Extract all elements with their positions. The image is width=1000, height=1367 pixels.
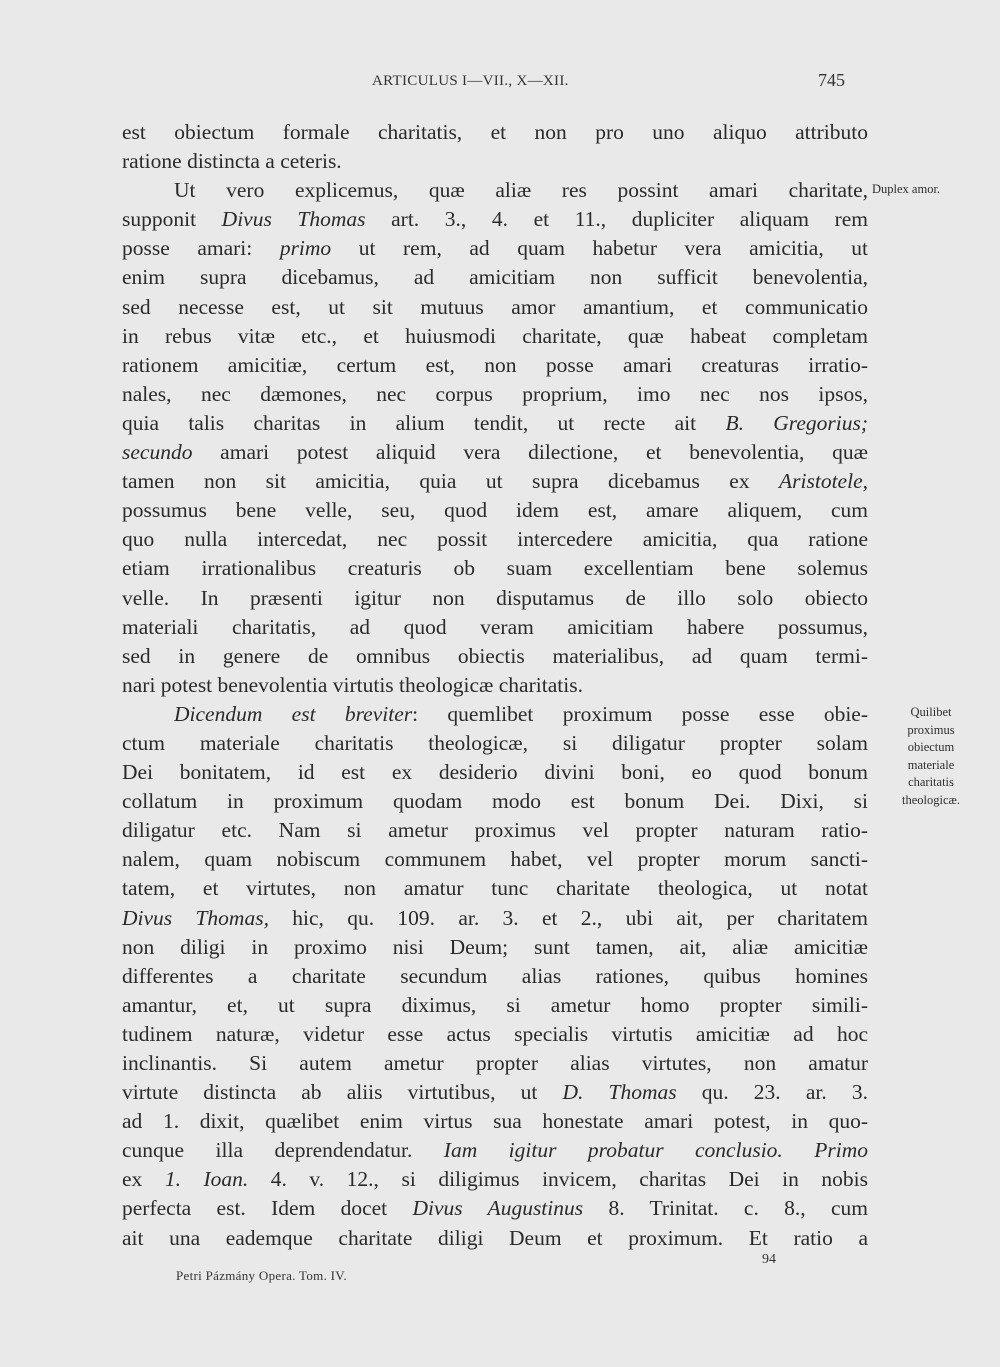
text-line-content xyxy=(122,673,583,697)
text-run: ratione distincta a ceteris. xyxy=(122,149,342,174)
text-line xyxy=(122,700,868,729)
text-line-content xyxy=(122,644,868,668)
text-run: non diligi in proximo nisi Deum; sunt tamen, ait, aliæ amicitiæ xyxy=(122,934,868,959)
text-line-content xyxy=(174,702,868,726)
text-line-content xyxy=(122,789,868,813)
text-line xyxy=(122,263,868,292)
signature-mark: 94 xyxy=(762,1252,776,1267)
text-line-content xyxy=(122,1051,868,1075)
text-line-content xyxy=(122,120,868,144)
text-line-content xyxy=(122,411,868,435)
text-run: est obiectum formale charitatis, et non pro uno aliquo attributo xyxy=(122,120,868,144)
margin-note-line: charitatis xyxy=(908,775,954,789)
text-line xyxy=(122,409,868,438)
text-line xyxy=(122,234,868,263)
text-line xyxy=(122,438,868,467)
text-run: ctum materiale charitatis theologicæ, si diligatur propter solam xyxy=(122,730,868,755)
text-line-content xyxy=(122,1080,868,1104)
text-run: enim supra dicebamus, ad amicitiam non sufficit benevolentia, xyxy=(122,265,868,290)
text-line-content xyxy=(122,265,868,289)
text-line-content xyxy=(122,586,868,610)
text-line-content xyxy=(122,440,868,464)
margin-note-duplex: Duplex amor. xyxy=(872,182,941,196)
text-line-content xyxy=(122,993,868,1017)
margin-note-line: materiale xyxy=(907,757,955,772)
text-run: velle. In præsenti igitur non disputamus de illo solo obiecto xyxy=(122,585,868,610)
text-run: tatem, et virtutes, non amatur tunc charitate theologica, ut notat xyxy=(122,876,868,901)
text-line xyxy=(122,205,868,234)
text-run: in rebus vitæ etc., et huiusmodi charitate, quæ habeat completam xyxy=(122,323,868,348)
text-line xyxy=(122,118,868,147)
margin-note-line: obiectum xyxy=(907,740,955,754)
text-line xyxy=(122,147,868,176)
italic-run: primo xyxy=(279,236,332,261)
text-line xyxy=(122,933,868,962)
text-line xyxy=(122,642,868,671)
text-line-content xyxy=(122,527,868,551)
text-line-content xyxy=(122,876,868,900)
italic-run: Divus Thomas xyxy=(221,207,366,232)
text-line xyxy=(122,1165,868,1194)
text-line xyxy=(122,1136,868,1165)
text-run: quo nulla intercedat, nec possit intercedere amicitia, qua ratione xyxy=(122,527,868,552)
text-line xyxy=(122,613,868,642)
text-run: ut rem, ad quam habetur vera amicitia, ut xyxy=(331,236,869,261)
text-line-content xyxy=(122,1226,868,1250)
text-line xyxy=(122,816,868,845)
text-run: supponit xyxy=(122,207,222,232)
running-header: ARTICULUS I—VII., X—XII. xyxy=(372,73,569,89)
text-line xyxy=(122,322,868,351)
text-line-content xyxy=(122,1109,868,1133)
text-run: qu. 23. ar. 3. xyxy=(676,1080,868,1105)
text-run: virtute distincta ab aliis virtutibus, ut xyxy=(122,1080,563,1105)
margin-note-line: Quilibet xyxy=(910,705,952,719)
text-run: diligatur etc. Nam si ametur proximus vel propter naturam ratio- xyxy=(122,818,868,843)
text-line xyxy=(122,1107,868,1136)
text-run: cunque illa deprendendatur. xyxy=(122,1138,444,1163)
italic-run: Divus Augustinus xyxy=(412,1196,584,1221)
text-line-content xyxy=(122,906,868,930)
text-line-content xyxy=(122,1138,868,1162)
text-line xyxy=(122,1049,868,1078)
text-line xyxy=(122,991,868,1020)
text-run: amari potest aliquid vera dilectione, et benevolentia, quæ xyxy=(192,440,868,465)
footer-imprint: Petri Pázmány Opera. Tom. IV. xyxy=(176,1268,347,1283)
text-run: perfecta est. Idem docet xyxy=(122,1196,413,1221)
text-line xyxy=(122,962,868,991)
text-line-content xyxy=(122,382,868,406)
text-line xyxy=(122,874,868,903)
text-line xyxy=(122,176,868,205)
text-line xyxy=(122,671,868,700)
text-run: quia talis charitas in alium tendit, ut recte ait xyxy=(122,410,726,435)
text-line-content xyxy=(122,149,342,173)
text-line xyxy=(122,787,868,816)
text-line-content xyxy=(122,556,868,580)
text-line xyxy=(122,351,868,380)
text-run: nari potest benevolentia virtutis theologicæ charitatis. xyxy=(122,672,583,697)
text-run: inclinantis. Si autem ametur propter alias virtutes, non amatur xyxy=(122,1051,868,1075)
text-run: 4. v. 12., si diligimus invicem, charitas Dei in nobis xyxy=(248,1167,868,1192)
text-run: art. 3., 4. et 11., dupliciter aliquam rem xyxy=(365,207,868,232)
margin-note-quilibet xyxy=(872,704,990,809)
text-run: 8. Trinitat. c. 8., cum xyxy=(583,1196,868,1221)
italic-run: B. Gregorius; xyxy=(725,410,869,435)
text-line xyxy=(122,1194,868,1223)
italic-run: secundo xyxy=(122,440,193,465)
text-run: sed necesse est, ut sit mutuus amor amantium, et communicatio xyxy=(122,294,868,319)
text-line xyxy=(122,496,868,525)
text-run: nales, nec dæmones, nec corpus proprium, imo nec nos ipsos, xyxy=(122,381,868,406)
text-line xyxy=(122,1078,868,1107)
text-line xyxy=(122,729,868,758)
text-line xyxy=(122,845,868,874)
text-run: tudinem naturæ, videtur esse actus specialis virtutis amicitiæ ad hoc xyxy=(122,1021,868,1046)
text-line-content xyxy=(122,935,868,959)
text-line xyxy=(122,380,868,409)
text-run: collatum in proximum quodam modo est bonum Dei. Dixi, si xyxy=(122,789,868,814)
text-line-content xyxy=(122,469,868,493)
text-run: amantur, et, ut supra diximus, si ametur homo propter simili- xyxy=(122,992,868,1017)
text-line xyxy=(122,293,868,322)
italic-run: Divus Thomas, xyxy=(122,905,269,930)
text-run: differentes a charitate secundum alias rationes, quibus homines xyxy=(122,963,868,988)
text-run: tamen non sit amicitia, quia ut supra dicebamus ex xyxy=(122,469,780,494)
text-line xyxy=(122,525,868,554)
text-line-content xyxy=(122,324,868,348)
italic-run: 1. Ioan. xyxy=(164,1167,249,1192)
text-run: rationem amicitiæ, certum est, non posse amari creaturas irratio- xyxy=(122,352,868,377)
text-line-content xyxy=(122,295,868,319)
text-run: materiali charitatis, ad quod veram amicitiam habere possumus, xyxy=(122,614,868,639)
text-line-content xyxy=(122,818,868,842)
margin-note-line: proximus xyxy=(907,722,955,737)
text-line-content xyxy=(122,207,868,231)
text-run: posse amari: xyxy=(122,236,280,261)
italic-run: Dicendum est breviter xyxy=(174,701,413,726)
text-line-content xyxy=(122,847,868,871)
text-line-content xyxy=(122,353,868,377)
italic-run: D. Thomas xyxy=(562,1080,677,1105)
text-line-content xyxy=(122,964,868,988)
italic-run: Iam igitur probatur conclusio. Primo xyxy=(443,1138,868,1163)
text-line-content xyxy=(122,731,868,755)
text-run: sed in genere de omnibus obiectis materialibus, ad quam termi- xyxy=(122,643,868,668)
text-line-content xyxy=(174,178,868,202)
text-run: etiam irrationalibus creaturis ob suam excellentiam bene solemus xyxy=(122,556,868,581)
text-run: hic, qu. 109. ar. 3. et 2., ubi ait, per charitatem xyxy=(268,905,868,930)
text-line xyxy=(122,554,868,583)
text-run: nalem, quam nobiscum communem habet, vel propter morum sancti- xyxy=(122,847,868,872)
text-line xyxy=(122,1224,868,1253)
text-run: ad 1. dixit, quælibet enim virtus sua honestate amari potest, in quo- xyxy=(122,1109,868,1134)
margin-note-line: theologicæ. xyxy=(902,792,960,807)
text-run: : quemlibet proximum posse esse obie- xyxy=(412,701,868,726)
page-number: 745 xyxy=(818,70,845,90)
italic-run: Aristotele, xyxy=(779,469,868,494)
text-line xyxy=(122,1020,868,1049)
text-line xyxy=(122,584,868,613)
text-line-content xyxy=(122,615,868,639)
text-line-content xyxy=(122,760,868,784)
text-run: Dei bonitatem, id est ex desiderio divini boni, eo quod bonum xyxy=(122,760,868,785)
text-run: Ut vero explicemus, quæ aliæ res possint amari charitate, xyxy=(174,178,868,203)
text-line-content xyxy=(122,1022,868,1046)
text-run: ait una eademque charitate diligi Deum et proximum. Et ratio a xyxy=(122,1225,868,1250)
text-line xyxy=(122,467,868,496)
text-run: ex xyxy=(122,1167,165,1192)
text-line-content xyxy=(122,1167,868,1191)
text-line xyxy=(122,904,868,933)
text-line xyxy=(122,758,868,787)
body-text xyxy=(122,118,868,1253)
text-run: possumus bene velle, seu, quod idem est, amare aliquem, cum xyxy=(122,498,868,523)
text-line-content xyxy=(122,236,868,260)
text-line-content xyxy=(122,498,868,522)
text-line-content xyxy=(122,1196,868,1220)
